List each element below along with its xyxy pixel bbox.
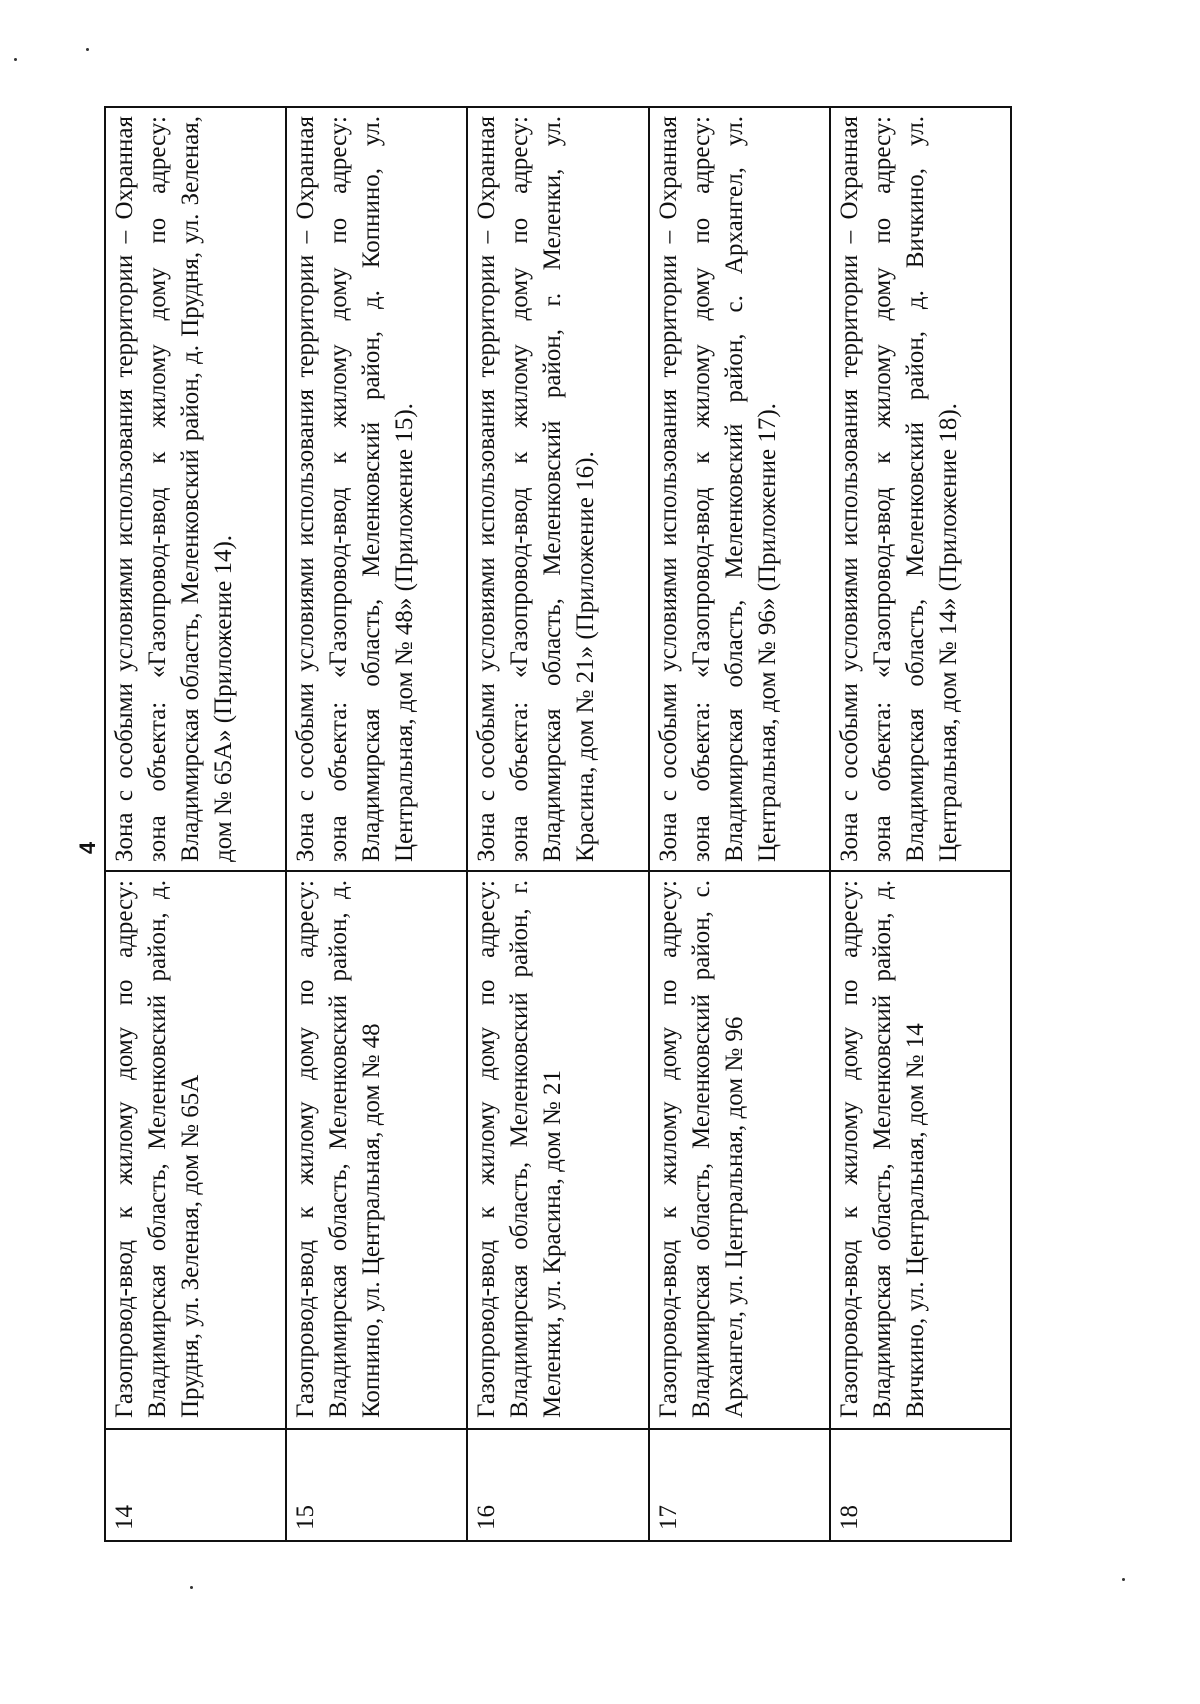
scan-speck <box>86 48 89 51</box>
zones-table <box>104 106 1012 1542</box>
zone-description: Зона с особыми условиями использования территории – Охранная зона объекта: «Газопровод-ввод к жилому дому по адресу: Владимирская область, Меленковский район, г. Меленки, ул. Красина, дом № 21» (Приложение 16). <box>467 107 648 871</box>
object-description: Газопровод-ввод к жилому дому по адресу: Владимирская область, Меленковский район, г. Меленки, ул. Красина, дом № 21 <box>467 871 648 1429</box>
zone-description: Зона с особыми условиями использования территории – Охранная зона объекта: «Газопровод-ввод к жилому дому по адресу: Владимирская область, Меленковский район, с. Архангел, ул. Центральная, дом № 96» (Приложение 17). <box>649 107 830 871</box>
object-description: Газопровод-ввод к жилому дому по адресу: Владимирская область, Меленковский район, д. Вичкино, ул. Центральная, дом № 14 <box>830 871 1011 1429</box>
page-number: 4 <box>75 841 100 855</box>
scan-speck <box>14 58 17 61</box>
row-number: 17 <box>649 1429 830 1541</box>
row-number: 16 <box>467 1429 648 1541</box>
zone-description: Зона с особыми условиями использования территории – Охранная зона объекта: «Газопровод-ввод к жилому дому по адресу: Владимирская область, Меленковский район, д. Вичкино, ул. Центральная, дом № 14» (Приложение 18). <box>830 107 1011 871</box>
table-row <box>467 107 648 1541</box>
scan-speck <box>1122 1578 1125 1581</box>
object-description: Газопровод-ввод к жилому дому по адресу: Владимирская область, Меленковский район, с. Архангел, ул. Центральная, дом № 96 <box>649 871 830 1429</box>
row-number: 18 <box>830 1429 1011 1541</box>
zone-description: Зона с особыми условиями использования территории – Охранная зона объекта: «Газопровод-ввод к жилому дому по адресу: Владимирская область, Меленковский район, д. Прудня, ул. Зеленая, дом № 65А» (Приложение 14). <box>105 107 286 871</box>
zone-description: Зона с особыми условиями использования территории – Охранная зона объекта: «Газопровод-ввод к жилому дому по адресу: Владимирская область, Меленковский район, д. Копнино, ул. Центральная, дом № 48» (Приложение 15). <box>286 107 467 871</box>
row-number: 15 <box>286 1429 467 1541</box>
scan-speck <box>190 1586 193 1589</box>
object-description: Газопровод-ввод к жилому дому по адресу: Владимирская область, Меленковский район, д. Копнино, ул. Центральная, дом № 48 <box>286 871 467 1429</box>
table-row <box>830 107 1011 1541</box>
zones-table-container <box>104 108 1012 1542</box>
table-row <box>286 107 467 1541</box>
table-row <box>105 107 286 1541</box>
object-description: Газопровод-ввод к жилому дому по адресу: Владимирская область, Меленковский район, д. Прудня, ул. Зеленая, дом № 65А <box>105 871 286 1429</box>
table-row <box>649 107 830 1541</box>
row-number: 14 <box>105 1429 286 1541</box>
